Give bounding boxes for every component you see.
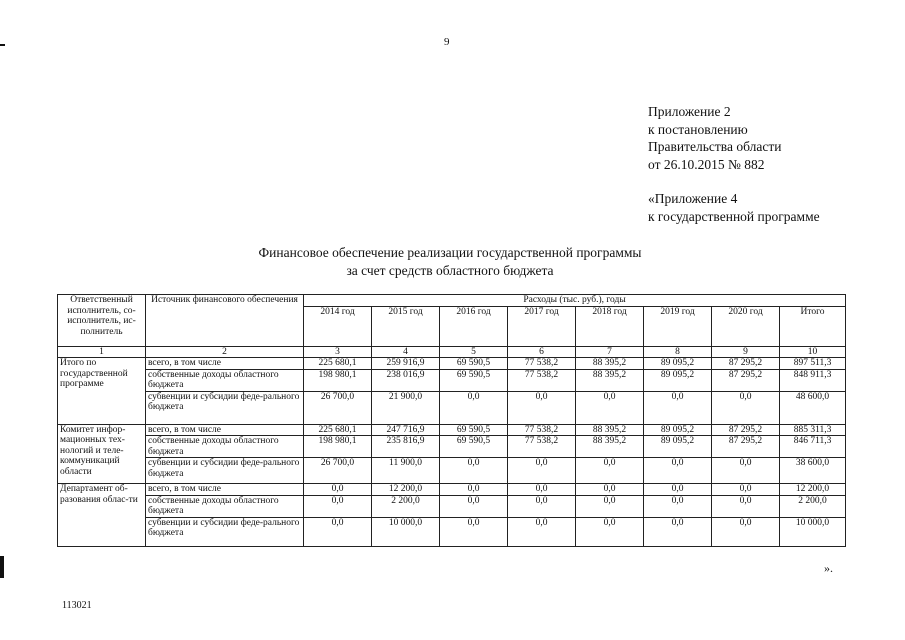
value-cell: 77 538,2 — [508, 436, 576, 458]
table-row — [58, 424, 846, 436]
table-row — [58, 458, 846, 484]
value-cell: 0,0 — [440, 458, 508, 484]
value-cell: 89 095,2 — [644, 436, 712, 458]
header-executor: Ответственный исполнитель, со-исполнитель, ис-полнитель — [58, 295, 146, 347]
appendix-line: к постановлению — [648, 121, 748, 137]
total-cell: 38 600,0 — [780, 458, 846, 484]
scan-margin-mark — [0, 44, 5, 46]
header-year: 2016 год — [440, 306, 508, 346]
value-cell: 26 700,0 — [304, 458, 372, 484]
total-cell: 848 911,3 — [780, 369, 846, 391]
table-row — [58, 391, 846, 424]
total-cell: 2 200,0 — [780, 495, 846, 517]
value-cell: 12 200,0 — [372, 484, 440, 496]
value-cell: 77 538,2 — [508, 369, 576, 391]
value-cell: 0,0 — [508, 517, 576, 546]
value-cell: 0,0 — [644, 391, 712, 424]
value-cell: 0,0 — [712, 484, 780, 496]
value-cell: 87 295,2 — [712, 358, 780, 370]
index-cell: 1 — [58, 346, 146, 358]
value-cell: 21 900,0 — [372, 391, 440, 424]
value-cell: 0,0 — [304, 517, 372, 546]
page-number: 9 — [444, 36, 450, 48]
header-year: 2018 год — [576, 306, 644, 346]
value-cell: 0,0 — [576, 517, 644, 546]
header-year: 2019 год — [644, 306, 712, 346]
value-cell: 0,0 — [644, 495, 712, 517]
appendix-line: «Приложение 4 — [648, 191, 738, 206]
index-cell: 3 — [304, 346, 372, 358]
value-cell: 0,0 — [644, 458, 712, 484]
total-cell: 897 511,3 — [780, 358, 846, 370]
source-cell: собственные доходы областного бюджета — [146, 369, 304, 391]
header-year: 2017 год — [508, 306, 576, 346]
value-cell: 88 395,2 — [576, 436, 644, 458]
value-cell: 0,0 — [440, 517, 508, 546]
header-year: 2020 год — [712, 306, 780, 346]
index-cell: 7 — [576, 346, 644, 358]
value-cell: 77 538,2 — [508, 358, 576, 370]
value-cell: 89 095,2 — [644, 369, 712, 391]
value-cell: 88 395,2 — [576, 424, 644, 436]
value-cell: 0,0 — [712, 391, 780, 424]
executor-cell: Комитет инфор-мационных тех-нологий и теле-коммуникаций области — [58, 424, 146, 484]
header-year: 2014 год — [304, 306, 372, 346]
value-cell: 0,0 — [644, 484, 712, 496]
source-cell: собственные доходы областного бюджета — [146, 495, 304, 517]
value-cell: 225 680,1 — [304, 358, 372, 370]
value-cell: 88 395,2 — [576, 358, 644, 370]
value-cell: 0,0 — [576, 391, 644, 424]
source-cell: собственные доходы областного бюджета — [146, 436, 304, 458]
value-cell: 238 016,9 — [372, 369, 440, 391]
value-cell: 69 590,5 — [440, 358, 508, 370]
source-cell: всего, в том числе — [146, 424, 304, 436]
header-source: Источник финансового обеспечения — [146, 295, 304, 347]
index-cell: 4 — [372, 346, 440, 358]
appendix-line: Приложение 2 — [648, 104, 731, 119]
value-cell: 0,0 — [712, 517, 780, 546]
closing-quote: ». — [824, 561, 833, 575]
value-cell: 89 095,2 — [644, 424, 712, 436]
value-cell: 87 295,2 — [712, 369, 780, 391]
index-cell: 9 — [712, 346, 780, 358]
value-cell: 87 295,2 — [712, 436, 780, 458]
index-cell: 5 — [440, 346, 508, 358]
table-row — [58, 517, 846, 546]
value-cell: 0,0 — [440, 391, 508, 424]
total-cell: 12 200,0 — [780, 484, 846, 496]
title-line: Финансовое обеспечение реализации государственной программы — [258, 245, 642, 260]
table-header — [58, 295, 846, 347]
value-cell: 69 590,5 — [440, 436, 508, 458]
table-row — [58, 436, 846, 458]
value-cell: 77 538,2 — [508, 424, 576, 436]
title-line: за счет средств областного бюджета — [346, 263, 554, 278]
document-title — [150, 244, 750, 280]
appendix-line: от 26.10.2015 № 882 — [648, 156, 765, 172]
index-row — [58, 346, 846, 358]
table-row — [58, 358, 846, 370]
executor-cell: Итого по государственной программе — [58, 358, 146, 425]
value-cell: 87 295,2 — [712, 424, 780, 436]
value-cell: 0,0 — [712, 458, 780, 484]
value-cell: 26 700,0 — [304, 391, 372, 424]
scan-margin-mark — [0, 556, 4, 578]
table-row — [58, 484, 846, 496]
value-cell: 198 980,1 — [304, 369, 372, 391]
value-cell: 0,0 — [576, 495, 644, 517]
value-cell: 0,0 — [440, 484, 508, 496]
header-total: Итого — [780, 306, 846, 346]
value-cell: 0,0 — [508, 458, 576, 484]
table-row — [58, 495, 846, 517]
source-cell: всего, в том числе — [146, 484, 304, 496]
executor-cell: Департамент об-разования облас-ти — [58, 484, 146, 547]
total-cell: 846 711,3 — [780, 436, 846, 458]
source-cell: субвенции и субсидии феде-рального бюджета — [146, 458, 304, 484]
header-expenses: Расходы (тыс. руб.), годы — [304, 295, 846, 307]
index-cell: 2 — [146, 346, 304, 358]
value-cell: 0,0 — [440, 495, 508, 517]
value-cell: 235 816,9 — [372, 436, 440, 458]
footer-code: 113021 — [62, 600, 92, 611]
financing-table — [57, 294, 846, 547]
value-cell: 247 716,9 — [372, 424, 440, 436]
index-cell: 8 — [644, 346, 712, 358]
value-cell: 0,0 — [576, 458, 644, 484]
appendix-line: Правительства области — [648, 139, 782, 154]
value-cell: 2 200,0 — [372, 495, 440, 517]
value-cell: 259 916,9 — [372, 358, 440, 370]
value-cell: 225 680,1 — [304, 424, 372, 436]
value-cell: 10 000,0 — [372, 517, 440, 546]
value-cell: 0,0 — [576, 484, 644, 496]
table-body — [58, 358, 846, 547]
value-cell: 0,0 — [304, 484, 372, 496]
table-row — [58, 369, 846, 391]
value-cell: 88 395,2 — [576, 369, 644, 391]
value-cell: 69 590,5 — [440, 424, 508, 436]
value-cell: 0,0 — [304, 495, 372, 517]
source-cell: субвенции и субсидии феде-рального бюджета — [146, 391, 304, 424]
value-cell: 0,0 — [644, 517, 712, 546]
total-cell: 885 311,3 — [780, 424, 846, 436]
value-cell: 0,0 — [508, 495, 576, 517]
value-cell: 69 590,5 — [440, 369, 508, 391]
appendix-line: к государственной программе — [648, 208, 820, 224]
value-cell: 89 095,2 — [644, 358, 712, 370]
header-year: 2015 год — [372, 306, 440, 346]
appendix-block — [648, 103, 820, 225]
source-cell: всего, в том числе — [146, 358, 304, 370]
source-cell: субвенции и субсидии феде-рального бюджета — [146, 517, 304, 546]
value-cell: 11 900,0 — [372, 458, 440, 484]
value-cell: 0,0 — [508, 484, 576, 496]
value-cell: 0,0 — [508, 391, 576, 424]
total-cell: 48 600,0 — [780, 391, 846, 424]
index-cell: 6 — [508, 346, 576, 358]
value-cell: 0,0 — [712, 495, 780, 517]
value-cell: 198 980,1 — [304, 436, 372, 458]
total-cell: 10 000,0 — [780, 517, 846, 546]
index-cell: 10 — [780, 346, 846, 358]
